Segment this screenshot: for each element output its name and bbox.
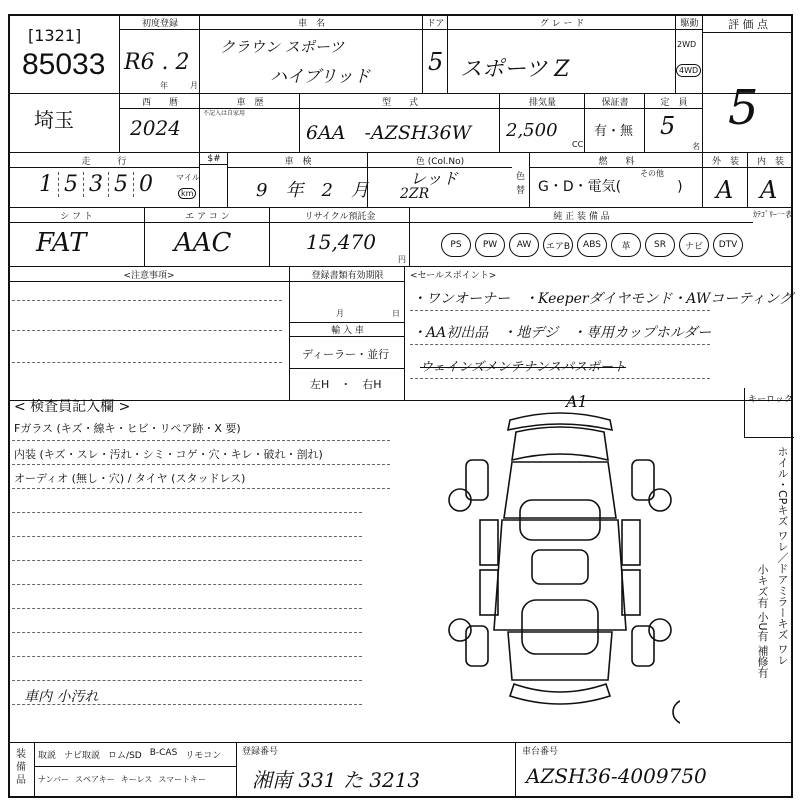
inspection-dotted-line [12,560,362,561]
mileage-label: 走 行 [8,154,200,168]
footer-equip-label: 装備品 [16,749,26,786]
capacity-value: 5 [660,112,676,140]
equipment-badge: ABS [577,233,607,257]
fuel-other: その他 [640,169,664,178]
color-value: レッド [410,169,458,188]
car-diagram [440,400,680,740]
sales-line1: ・ワンオーナー ・Keeperダイヤモンド・AWコーティング [412,291,793,307]
inspection-dotted-line [12,656,362,657]
footer-equip-item: リモコン [185,751,222,761]
inspection-line3: オーディオ (無し・穴) / タイヤ (スタッドレス) [14,472,246,485]
mileage-digit: 3 [84,172,109,197]
calendar-label: 西 暦 [120,95,200,109]
model-cell [300,93,500,153]
inspection-dotted-line [12,632,362,633]
mileage-cell [8,152,200,208]
equipment-badge: ナビ [679,233,709,257]
ac-label: エ ア コ ン [145,209,270,223]
fuel-value: G・D・電気( ) [538,179,683,195]
inspection-title: < 検査員記入欄 > [14,399,131,415]
equipment-badge: 革 [611,233,641,257]
ac-cell [145,207,270,267]
equipment-badge: AW [509,233,539,257]
mileage-digit: 5 [59,172,84,197]
exterior-cell [703,152,748,208]
first-reg-year-unit: 年 [160,81,168,90]
side-text-2: 小キズ有 小U有 補修有 [756,564,769,679]
footer-equip-item: ロム/SD [108,751,142,761]
color-label: 色 (Col.No) [368,154,512,168]
equipment-badge: PS [441,233,471,257]
category-label: ｶﾃｺﾞﾘｰ一表 [753,210,793,219]
sales-line [410,378,710,379]
doc-expiry-cell [290,266,405,401]
chassis-value: AZSH36-4009750 [526,764,707,788]
inspection-dotted-line [12,464,390,465]
shift-label: シ フ ト [8,209,145,223]
recycle-label: リサイクル預託金 [270,209,410,223]
recycle-value: 15,470 [306,230,376,254]
model-value: 6AA -AZSH36W [306,122,472,144]
caution-cell [8,266,290,401]
exterior-label: 外 装 [703,154,748,168]
displacement-label: 排気量 [500,95,585,109]
fuel-label: 燃 料 [530,154,703,168]
equipment-badge: DTV [713,233,743,257]
interior-label: 内 装 [748,154,793,168]
color-code: 2ZR [400,186,430,202]
first-reg-month-unit: 月 [190,81,198,90]
equipment-badge: SR [645,233,675,257]
plate-value: 湘南 331 た 3213 [252,768,421,792]
caution-label: <注意事項> [8,268,290,282]
drive-label: 駆動 [676,16,703,30]
footer-equip-item: ナビ取説 [64,751,101,761]
s-label: $# [200,154,228,165]
inspection-dotted-line [12,584,362,585]
side-text-1: ホイル・CPキズ ワレ／ドアミラーキズ ワレ [776,446,789,666]
doc-expiry-month: 月 [336,309,344,318]
shift-cell [8,207,145,267]
footer-equip-item: スマートキー [158,775,207,784]
equipment-list [441,233,743,257]
lot-number: 85033 [22,48,106,81]
capacity-unit: 名 [692,142,700,151]
inspection-dotted-line [12,608,362,609]
equip-label: 純 正 装 備 品 [410,209,753,223]
sales-line [410,310,710,311]
steering-label: 左H ・ 右H [310,378,382,391]
region-value: 埼玉 [34,108,74,132]
warranty-value: 有・無 [594,124,634,139]
displacement-value: 2,500 [506,120,558,141]
unit-km: km [178,188,196,199]
doc-expiry-label: 登録書類有効期限 [290,268,405,282]
recycle-cell [270,207,410,267]
displacement-unit: CC [572,140,584,149]
footer-equip-item: ナンバー [38,775,70,784]
inspection-dotted-line [12,512,362,513]
grade-value: スポーツ Z [460,57,570,82]
handwritten-note: 車内 小汚れ [24,689,99,705]
plate-label: 登録番号 [242,747,279,757]
sales-line [410,344,710,345]
import-label: 輸 入 車 [290,322,405,337]
grade-label: グ レ ー ド [448,16,676,30]
inspection-line1: Fガラス (キズ・線キ・ヒビ・リペア跡・X 要) [14,422,241,435]
lot-label: [1321] [28,26,82,45]
mileage-digit: 5 [109,172,134,197]
warranty-label: 保証書 [585,95,645,109]
chassis-label: 車台番号 [522,747,559,757]
footer-row-divider [34,766,236,767]
calendar-value: 2024 [130,116,181,140]
car-name-line2: ハイブリッド [270,67,371,87]
equipment-badge: PW [475,233,505,257]
first-reg-label: 初度登録 [120,16,200,30]
inspection-dotted-line [12,536,362,537]
doors-label: ドア [423,16,448,30]
sales-line3: ウェインズメンテナンスパスポート [420,360,627,375]
car-name-line1: クラウン スポーツ [220,38,345,56]
score-label: 評 価 点 [703,16,793,33]
color-change-label: 色替 [516,172,526,196]
inspection-value: 9 年 2 月 [256,180,369,201]
score-value: 5 [728,80,759,136]
mileage-digit: 1 [34,172,59,197]
inspection-dotted-line [12,680,362,681]
inspection-line2: 内装 (キズ・スレ・汚れ・シミ・コゲ・穴・キレ・破れ・剖れ) [14,448,323,461]
color-cell [368,152,530,208]
ac-value: AAC [174,228,232,258]
footer-equip-divider [34,742,35,798]
footer-equip-item: 取説 [38,751,57,761]
sales-label: <セールスポイント> [410,271,497,281]
inspection-cell [228,152,368,208]
footer-equip-item: キーレス [120,775,153,784]
equipment-badge: エアB [543,233,573,257]
doors-value: 5 [428,48,444,76]
footer-equip-row2 [38,774,206,785]
capacity-label: 定 員 [645,95,703,109]
recycle-unit: 円 [398,255,406,264]
mileage-digit: 0 [139,172,153,197]
exterior-value: A [716,176,734,204]
history-label: 車 歴 [200,95,300,109]
capacity-cell [645,93,703,153]
dealer-label: ディーラー・並行 [302,348,390,361]
footer-equip-row1 [38,748,221,761]
diagram-mark: A1 [566,392,588,411]
inspection-label: 車 検 [228,154,368,168]
drive-2wd: 2WD [677,40,697,49]
first-reg-value: R6 . 2 [124,50,190,75]
shift-value: FAT [36,228,87,258]
interior-value: A [760,176,778,204]
doc-expiry-day: 日 [392,309,400,318]
model-label: 型 式 [300,95,500,109]
sales-line2: ・AA初出品 ・地デジ ・専用カップホルダー [412,325,712,341]
fuel-cell [530,152,703,208]
car-name-label: 車 名 [200,16,423,30]
inspection-dotted-line [12,488,390,489]
warranty-cell [585,93,645,153]
footer-equip-item: B-CAS [149,748,178,758]
history-note: 不記入は自家用 [203,110,246,117]
inspection-dotted-line [12,440,390,441]
drive-4wd: 4WD [676,64,701,77]
displacement-cell [500,93,585,153]
footer-equip-item: スペアキー [75,775,115,784]
keylock-label: キーロック [748,395,793,405]
unit-mile: マイル [176,173,200,182]
s-cell [200,152,228,208]
